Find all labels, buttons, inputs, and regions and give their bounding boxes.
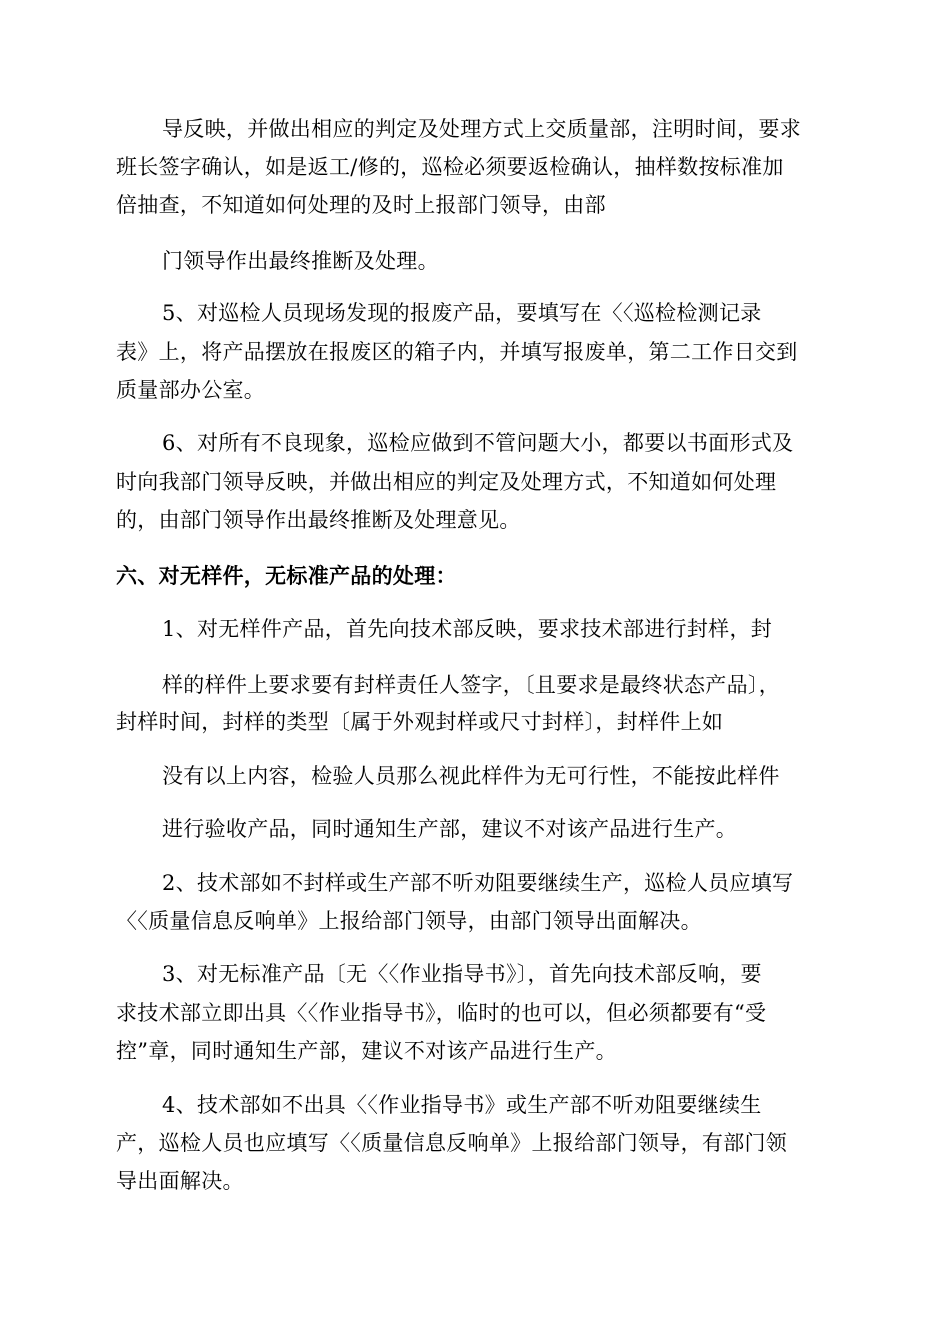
- text-line: 进行验收产品，同时通知生产部，建议不对该产品进行生产。: [162, 817, 738, 841]
- text-line: 求技术部立即出具〈〈作业指导书》，临时的也可以，但必须都要有“受: [116, 1001, 767, 1025]
- text-line: 封样时间，封样的类型〔属于外观封样或尺寸封样〕，封样件上如: [116, 710, 724, 734]
- text-line: 导出面解决。: [116, 1169, 244, 1193]
- text-line: 5、对巡检人员现场发现的报废产品，要填写在〈〈巡检检测记录: [162, 301, 762, 325]
- text-line: 控”章，同时通知生产部，建议不对该产品进行生产。: [116, 1039, 617, 1063]
- text-line: 没有以上内容，检验人员那么视此样件为无可行性，不能按此样件: [162, 764, 780, 788]
- text-line: 1、对无样件产品，首先向技术部反映，要求技术部进行封样，封: [162, 617, 773, 641]
- text-line: 2、技术部如不封样或生产部不听劝阻要继续生产，巡检人员应填写: [162, 871, 794, 895]
- text-line: 门领导作出最终推断及处理。: [162, 249, 439, 273]
- text-line: 6、对所有不良现象，巡检应做到不管问题大小，都要以书面形式及: [162, 431, 794, 455]
- text-line: 的，由部门领导作出最终推断及处理意见。: [116, 508, 521, 532]
- text-line: 样的样件上要求要有封样责任人签字，〔且要求是最终状态产品〕，: [162, 673, 780, 697]
- text-line: 导反映，并做出相应的判定及处理方式上交质量部，注明时间，要求: [162, 117, 801, 141]
- text-line: 时向我部门领导反映，并做出相应的判定及处理方式，不知道如何处理: [116, 470, 777, 494]
- section-heading: 六、对无样件，无标准产品的处理：: [116, 564, 457, 588]
- text-line: 产，巡检人员也应填写〈〈质量信息反响单》上报给部门领导，有部门领: [116, 1131, 788, 1155]
- text-line: 3、对无标准产品〔无〈〈作业指导书》〕，首先向技术部反响，要: [162, 962, 762, 986]
- text-line: 质量部办公室。: [116, 378, 266, 402]
- text-line: 表》上，将产品摆放在报废区的箱子内，并填写报废单，第二工作日交到: [116, 340, 798, 364]
- text-line: 班长签字确认，如是返工/修的，巡检必须要返检确认，抽样数按标准加: [116, 155, 784, 179]
- text-line: 〈〈质量信息反响单》上报给部门领导，由部门领导出面解决。: [116, 909, 702, 933]
- text-line: 4、技术部如不出具〈〈作业指导书》或生产部不听劝阻要继续生: [162, 1093, 762, 1117]
- text-line: 倍抽查，不知道如何处理的及时上报部门领导，由部: [116, 193, 606, 217]
